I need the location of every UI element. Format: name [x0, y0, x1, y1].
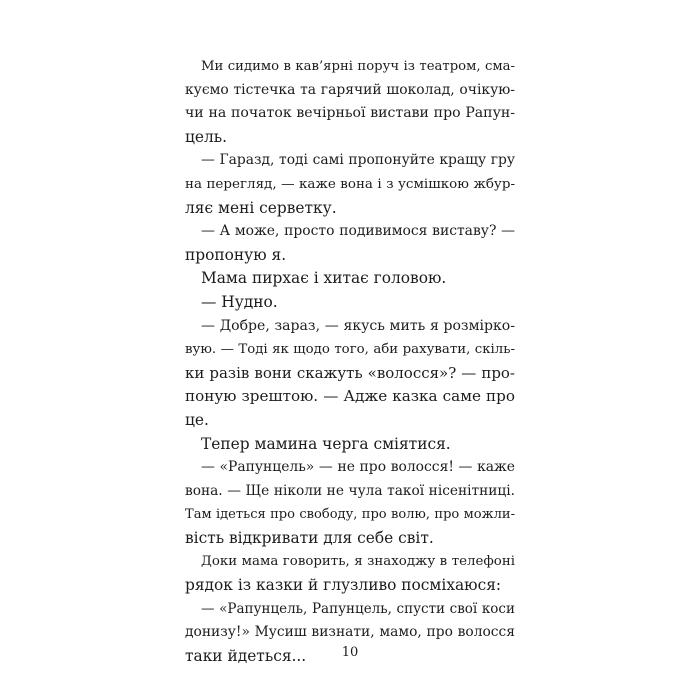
text-line: поную зрештою. — Адже казка саме про	[185, 387, 515, 406]
text-line: це.	[185, 410, 209, 429]
text-line: рядок із казки й глузливо посміхаюся:	[185, 576, 502, 595]
text-line: ки разів вони скажуть «волосся»? — про-	[185, 363, 515, 382]
text-line: — «Рапунцель, Рапунцель, спусти свої коси	[201, 600, 515, 617]
text-line: чи на початок вечірньої вистави про Рапун-	[185, 105, 515, 122]
text-line: — Нудно.	[201, 292, 278, 311]
text-line: цель.	[185, 127, 228, 146]
text-line: — А може, просто подивимося виставу? —	[201, 223, 515, 240]
text-line: донизу!» Мусиш визнати, мамо, про волосся	[185, 624, 515, 641]
text-line: Доки мама говорить, я знаходжу в телефоні	[201, 554, 515, 570]
text-line: Мама пирхає і хитає головою.	[201, 269, 447, 288]
text-line: Ми сидимо в кав’ярні поруч із театром, сма-	[201, 59, 515, 74]
text-line: — Добре, зараз, — якусь мить я розмірко-	[201, 317, 515, 334]
text-line: — «Рапунцель» — не про волосся! — каже	[201, 459, 515, 476]
text-line: Тепер мамина черга сміятися.	[201, 434, 451, 453]
text-line: — Гаразд, тоді самі пропонуйте кращу гру	[201, 152, 515, 169]
text-line: вість відкривати для себе світ.	[185, 528, 434, 547]
text-line: вона. — Ще ніколи не чула такої нісенітниці.	[185, 482, 515, 499]
text-line: ляє мені серветку.	[185, 198, 337, 217]
text-line: на перегляд, — каже вона і з усмішкою жбур-	[185, 176, 515, 192]
text-line: пропоную я.	[185, 245, 287, 264]
page-number: 10	[341, 645, 359, 660]
text-line: куємо тістечка та гарячий шоколад, очікую-	[185, 81, 515, 98]
text-line: вую. — Тоді як щодо того, аби рахувати, скіль-	[185, 342, 515, 358]
text-line: таки йдеться...	[185, 646, 307, 665]
page-body-text	[185, 55, 515, 668]
text-line: Там ідеться про свободу, про волю, про можли-	[185, 507, 515, 523]
